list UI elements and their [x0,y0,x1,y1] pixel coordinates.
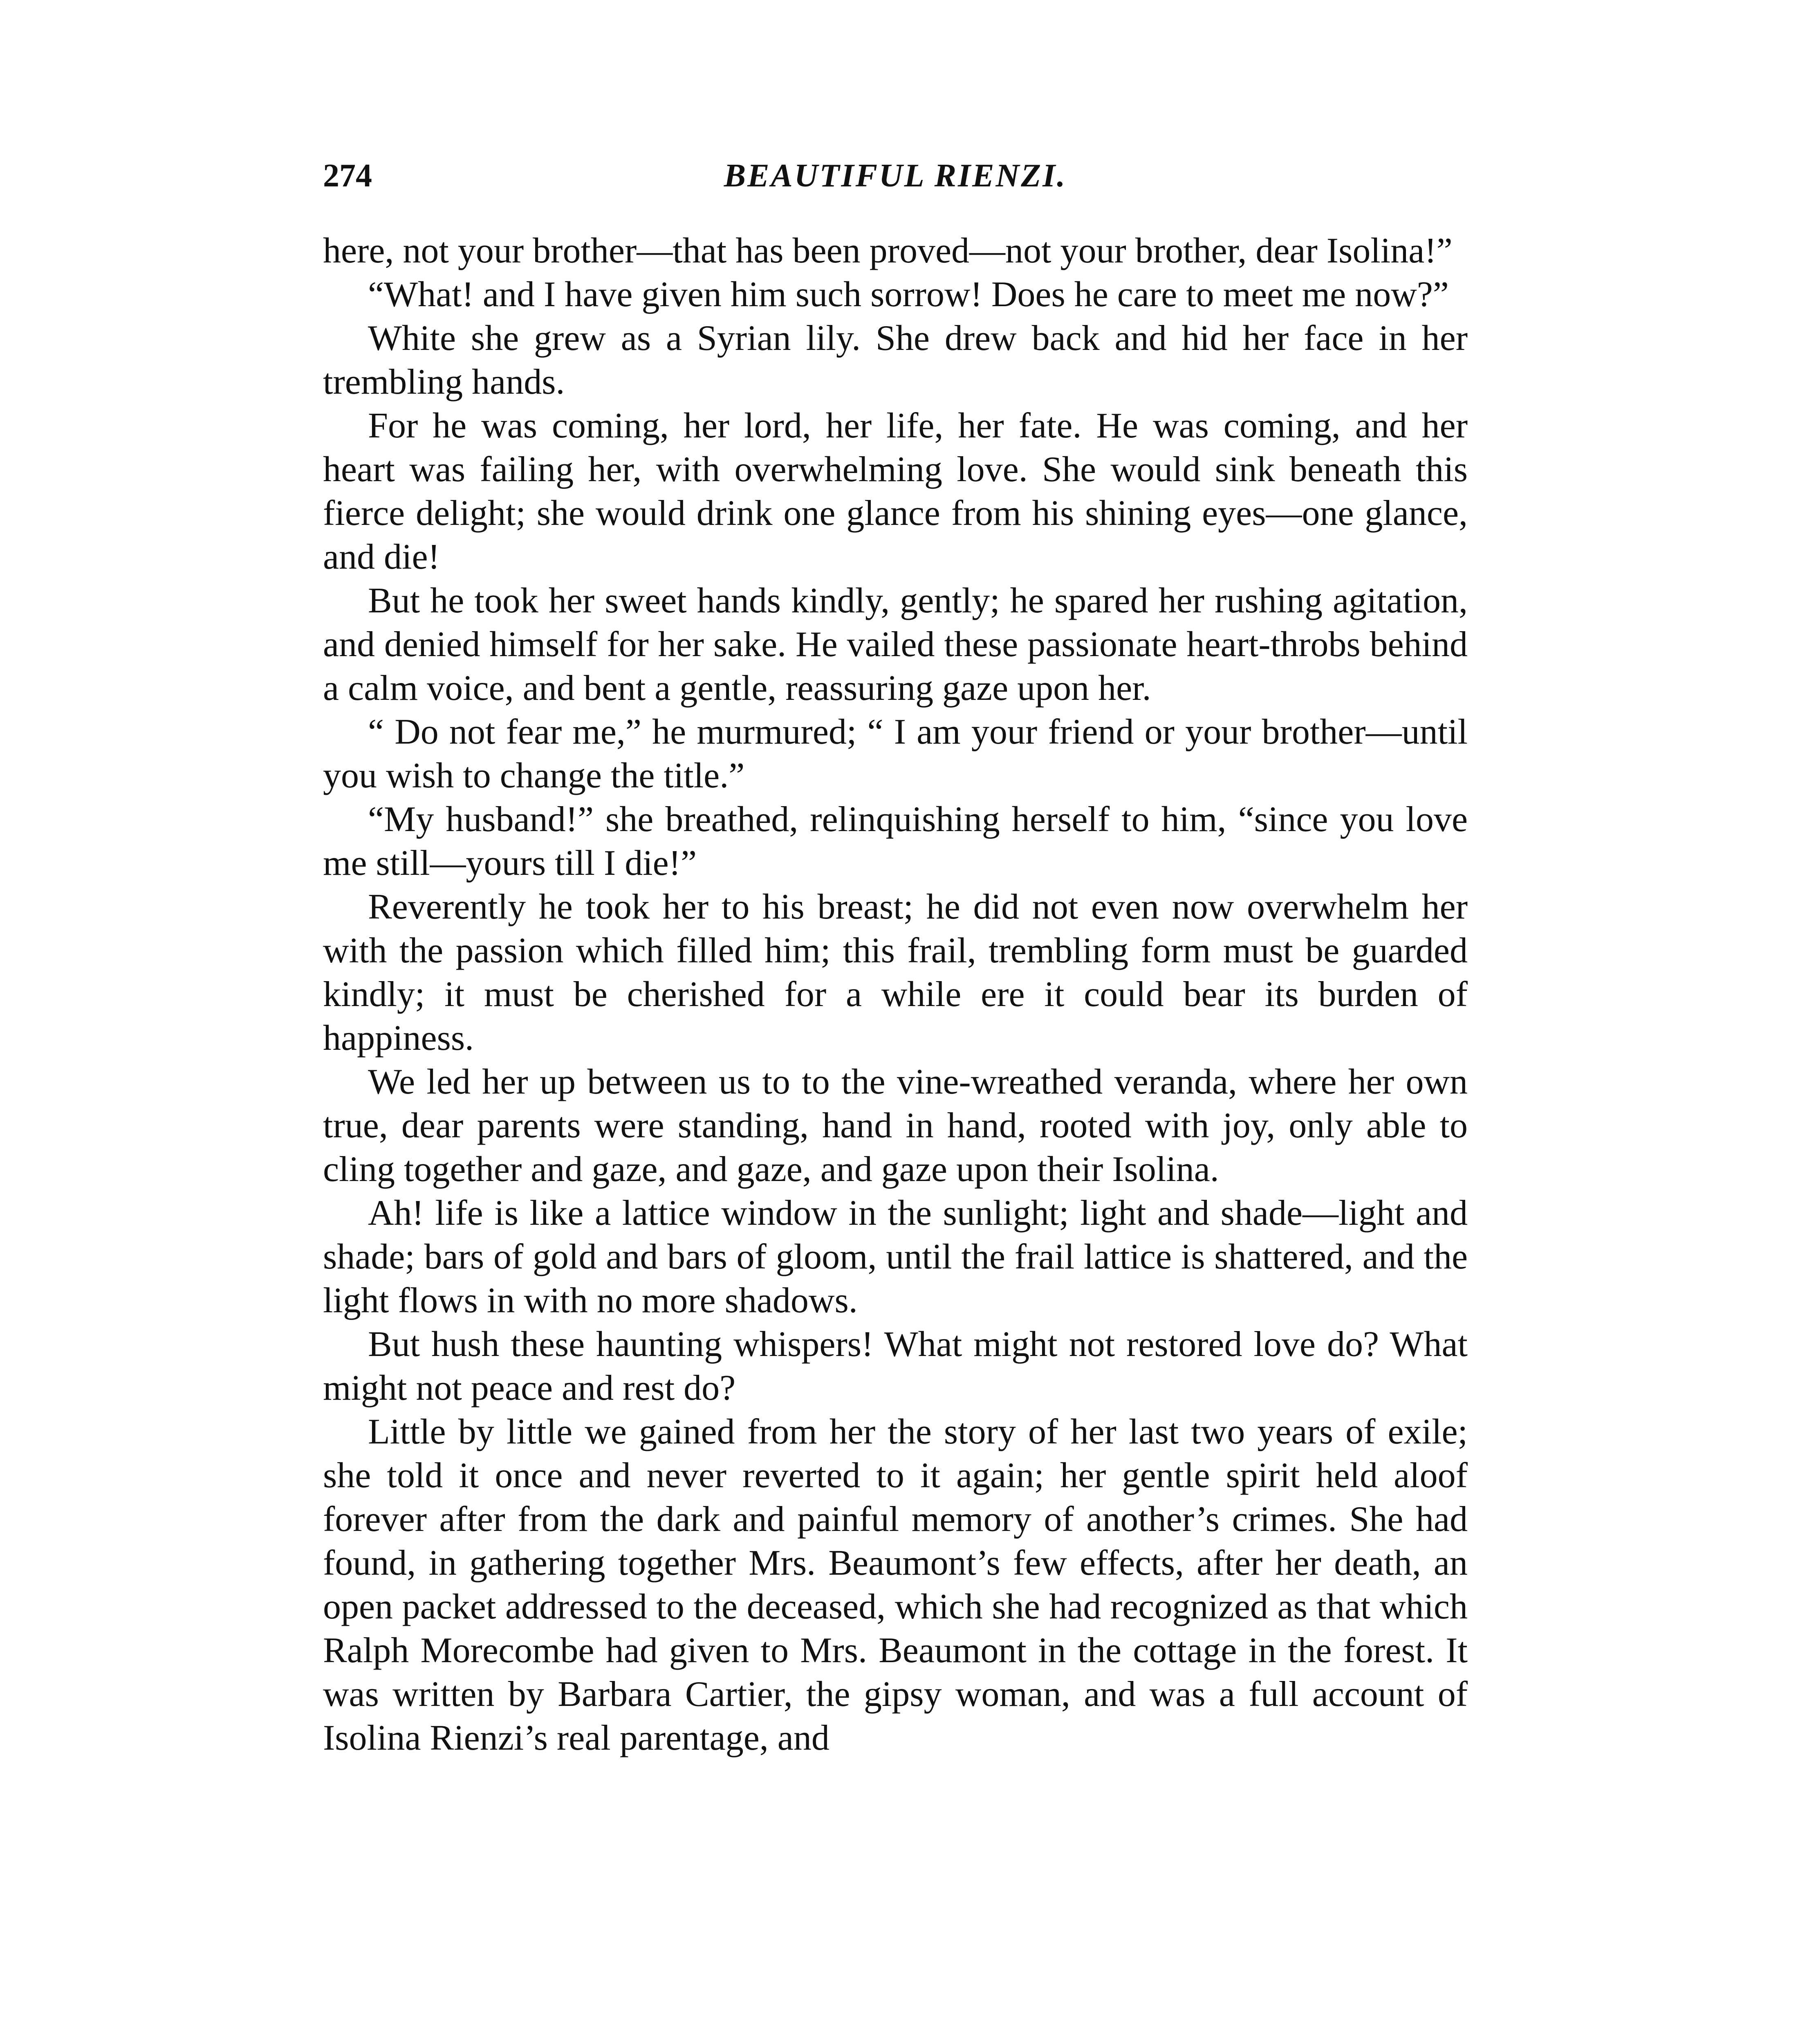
running-head [323,151,1468,200]
paragraph: Reverently he took her to his breast; he did not even now overwhelm her with the passion which filled him; this frail, trembling form must be guarded kindly; it must be cherished for a while ere it could bear its burden of happiness. [323,887,1468,1058]
paragraph: We led her up between us to to the vine-wreathed veranda, where her own true, dear parents were standing, hand in hand, rooted with joy, only able to cling together and gaze, and gaze, and gaze upon their Isolina. [323,1062,1468,1189]
page-number: 274 [323,158,372,194]
paragraph-continued: here, not your brother—that has been proved—not your brother, dear Isolina!” [323,231,1453,271]
paragraph: Ah! life is like a lattice window in the sunlight; light and shade—light and shade; bars of gold and bars of gloom, until the frail lattice is shattered, and the light flows in with no more shadows. [323,1193,1468,1320]
paragraph: White she grew as a Syrian lily. She drew back and hid her face in her trembling hands. [323,318,1468,402]
paragraph: But hush these haunting whispers! What might not restored love do? What might not peace and rest do? [323,1325,1468,1408]
body-text [323,229,1468,1760]
paragraph: For he was coming, her lord, her life, her fate. He was coming, and her heart was failing her, with overwhelming love. She would sink beneath this fierce delight; she would drink one glance from his shining eyes—one glance, and die! [323,406,1468,577]
running-title: BEAUTIFUL RIENZI. [724,158,1067,194]
paragraph: “What! and I have given him such sorrow! Does he care to meet me now?” [368,275,1449,314]
paragraph: “ Do not fear me,” he murmured; “ I am your friend or your brother—until you wish to change the title.” [323,712,1468,796]
paragraph: “My husband!” she breathed, relinquishing herself to him, “since you love me still—yours till I die!” [323,800,1468,883]
paragraph: But he took her sweet hands kindly, gently; he spared her rushing agitation, and denied himself for her sake. He vailed these passionate heart-throbs behind a calm voice, and bent a gentle, reassuring gaze upon her. [323,581,1468,708]
paragraph: Little by little we gained from her the story of her last two years of exile; she told it once and never reverted to it again; her gentle spirit held aloof forever after from the dark and painful memory of another’s crimes. She had found, in gathering together Mrs. Beaumont’s few effects, after her death, an open packet addressed to the deceased, which she had recognized as that which Ralph Morecombe had given to Mrs. Beaumont in the cottage in the forest. It was written by Barbara Cartier, the gipsy woman, and was a full account of Isolina Rienzi’s real parentage, and [323,1412,1468,1758]
